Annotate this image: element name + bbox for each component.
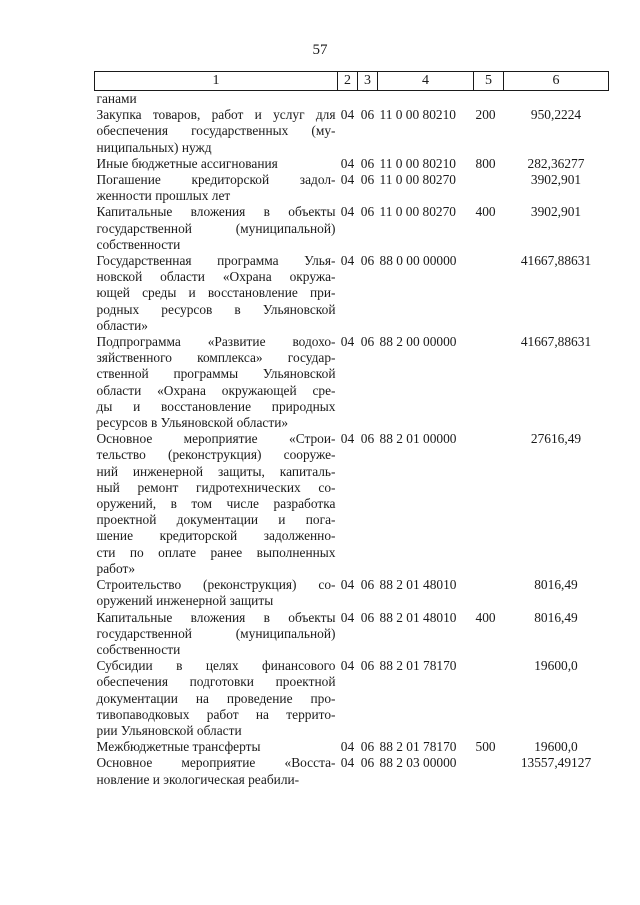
- expense-type-code: 200: [475, 107, 496, 123]
- description-line: области»: [96, 317, 148, 333]
- header-col-6: 6: [504, 72, 609, 91]
- table-row: [95, 107, 609, 156]
- expense-type-code: 800: [475, 155, 496, 171]
- section-code: 04: [340, 334, 355, 350]
- description-line: Погашение кредиторской задол-: [96, 172, 336, 188]
- subsection-code: 06: [360, 739, 375, 755]
- table-row: [95, 577, 609, 609]
- target-article-code: 88 2 01 78170: [379, 658, 457, 674]
- row-description: [95, 610, 338, 659]
- row-description: [95, 739, 338, 755]
- table-row: [95, 204, 609, 253]
- description-line: Основное мероприятие «Строи-: [96, 431, 336, 447]
- target-article-code: 11 0 00 80210: [379, 107, 456, 123]
- expense-type-code: 400: [475, 204, 496, 220]
- row-description: [95, 431, 338, 577]
- description-line: шение кредиторской задолженно-: [96, 528, 336, 544]
- section-code: 04: [340, 577, 355, 593]
- header-col-3: 3: [358, 72, 378, 91]
- table-row: [95, 334, 609, 431]
- description-line: ний инженерной защиты, капиталь-: [96, 463, 336, 479]
- amount: 950,2224: [530, 107, 582, 123]
- target-article-code: 11 0 00 80270: [379, 204, 456, 220]
- amount: 8016,49: [534, 609, 578, 625]
- header-col-1: 1: [95, 72, 338, 91]
- description-line: собственности: [96, 236, 181, 252]
- header-col-2: 2: [338, 72, 358, 91]
- expense-type-code: [474, 658, 504, 739]
- description-line: новской области «Охрана окружа-: [96, 269, 336, 285]
- section-code: 04: [340, 755, 355, 771]
- description-line: ды и восстановление природных: [96, 398, 336, 414]
- description-line: обеспечения государственных (му-: [96, 123, 336, 139]
- target-article-code: 88 2 01 78170: [379, 739, 457, 755]
- row-description: [95, 658, 338, 739]
- description-line: Субсидии в целях финансового: [96, 658, 336, 674]
- table-row: [95, 431, 609, 577]
- table-header-row: [95, 72, 609, 91]
- subsection-code: 06: [360, 107, 375, 123]
- row-description: [95, 91, 338, 108]
- amount: 27616,49: [530, 431, 582, 447]
- target-article-code: 88 0 00 00000: [379, 253, 457, 269]
- expense-type-code: [474, 431, 504, 577]
- description-line: ющей среды и восстановление при-: [96, 285, 336, 301]
- expense-type-code: 500: [475, 739, 496, 755]
- target-article-code: 88 2 03 00000: [379, 755, 457, 771]
- description-line: оружений, в том числе разработка: [96, 496, 336, 512]
- description-line: государственной (муниципальной): [96, 625, 336, 641]
- subsection-code: 06: [360, 155, 375, 171]
- description-line: работ»: [96, 560, 136, 576]
- target-article-code: 11 0 00 80210: [379, 155, 456, 171]
- description-line: собственности: [96, 641, 181, 657]
- target-article-code: [378, 91, 474, 108]
- description-line: тивопаводковых работ на террито-: [96, 706, 336, 722]
- amount: 282,36277: [527, 155, 585, 171]
- description-line: Строительство (реконструкция) со-: [96, 577, 336, 593]
- description-line: Закупка товаров, работ и услуг для: [96, 107, 336, 123]
- description-line: оружений инженерной защиты: [96, 593, 274, 609]
- table-row: [95, 253, 609, 334]
- expense-type-code: 400: [475, 609, 496, 625]
- section-code: 04: [340, 155, 355, 171]
- amount: 13557,49127: [520, 755, 592, 771]
- description-line: Капитальные вложения в объекты: [96, 204, 336, 220]
- section-code: 04: [340, 253, 355, 269]
- target-article-code: 88 2 01 48010: [379, 609, 457, 625]
- description-line: Государственная программа Улья-: [96, 253, 336, 269]
- header-col-5: 5: [474, 72, 504, 91]
- description-line: государственной (муниципальной): [96, 220, 336, 236]
- target-article-code: 88 2 01 00000: [379, 431, 457, 447]
- target-article-code: 88 2 01 48010: [379, 577, 457, 593]
- section-code: 04: [340, 739, 355, 755]
- row-description: [95, 172, 338, 204]
- row-description: [95, 156, 338, 172]
- description-line: тельство (реконструкция) сооруже-: [96, 447, 336, 463]
- table-row: [95, 172, 609, 204]
- row-description: [95, 334, 338, 431]
- row-description: [95, 204, 338, 253]
- expense-type-code: [474, 253, 504, 334]
- amount: 19600,0: [534, 658, 578, 674]
- table-row: [95, 91, 609, 108]
- table-row: [95, 610, 609, 659]
- section-code: 04: [340, 172, 355, 188]
- description-line: зяйственного комплекса» государ-: [96, 350, 336, 366]
- section-code: 04: [340, 609, 355, 625]
- amount: 3902,901: [530, 172, 582, 188]
- row-description: [95, 577, 338, 609]
- table-row: [95, 658, 609, 739]
- description-line: области «Охрана окружающей сре-: [96, 382, 336, 398]
- description-line: родных ресурсов в Ульяновской: [96, 301, 336, 317]
- row-description: [95, 107, 338, 156]
- subsection-code: 06: [360, 253, 375, 269]
- description-line: Основное мероприятие «Восста-: [96, 755, 336, 771]
- description-line: ганами: [96, 91, 137, 106]
- section-code: 04: [340, 107, 355, 123]
- amount: 3902,901: [530, 204, 582, 220]
- subsection-code: [358, 91, 378, 108]
- section-code: 04: [340, 204, 355, 220]
- amount: 41667,88631: [520, 253, 592, 269]
- expense-type-code: [474, 334, 504, 431]
- description-line: сти по оплате ранее выполненных: [96, 544, 336, 560]
- description-line: Межбюджетные трансферты: [96, 739, 261, 755]
- expense-type-code: [474, 755, 504, 787]
- amount: [504, 91, 609, 108]
- expense-type-code: [474, 577, 504, 609]
- description-line: Капитальные вложения в объекты: [96, 609, 336, 625]
- description-line: ресурсов в Ульяновской области»: [96, 415, 289, 431]
- amount: 41667,88631: [520, 334, 592, 350]
- header-col-4: 4: [378, 72, 474, 91]
- description-line: женности прошлых лет: [96, 188, 231, 204]
- section-code: 04: [340, 431, 355, 447]
- description-line: документации на проведение про-: [96, 690, 336, 706]
- subsection-code: 06: [360, 577, 375, 593]
- description-line: новление и экологическая реабили-: [96, 771, 300, 787]
- table-row: [95, 755, 609, 787]
- amount: 8016,49: [534, 577, 578, 593]
- expense-type-code: [474, 91, 504, 108]
- subsection-code: 06: [360, 172, 375, 188]
- budget-table: [94, 71, 609, 788]
- subsection-code: 06: [360, 334, 375, 350]
- description-line: ный ремонт гидротехнических со-: [96, 479, 336, 495]
- table-row: [95, 156, 609, 172]
- section-code: 04: [340, 658, 355, 674]
- expense-type-code: [474, 172, 504, 204]
- page-number: 57: [312, 42, 328, 58]
- subsection-code: 06: [360, 755, 375, 771]
- description-line: ниципальных) нужд: [96, 139, 212, 155]
- description-line: Подпрограмма «Развитие водохо-: [96, 334, 336, 350]
- subsection-code: 06: [360, 658, 375, 674]
- subsection-code: 06: [360, 609, 375, 625]
- section-code: [338, 91, 358, 108]
- subsection-code: 06: [360, 204, 375, 220]
- description-line: проектной документации и пога-: [96, 512, 336, 528]
- target-article-code: 11 0 00 80270: [379, 172, 456, 188]
- row-description: [95, 755, 338, 787]
- amount: 19600,0: [534, 739, 578, 755]
- description-line: Иные бюджетные ассигнования: [96, 155, 278, 171]
- description-line: ственной программы Ульяновской: [96, 366, 336, 382]
- table-body: [95, 91, 609, 788]
- row-description: [95, 253, 338, 334]
- subsection-code: 06: [360, 431, 375, 447]
- target-article-code: 88 2 00 00000: [379, 334, 457, 350]
- description-line: обеспечения подготовки проектной: [96, 674, 336, 690]
- table-row: [95, 739, 609, 755]
- description-line: рии Ульяновской области: [96, 722, 242, 738]
